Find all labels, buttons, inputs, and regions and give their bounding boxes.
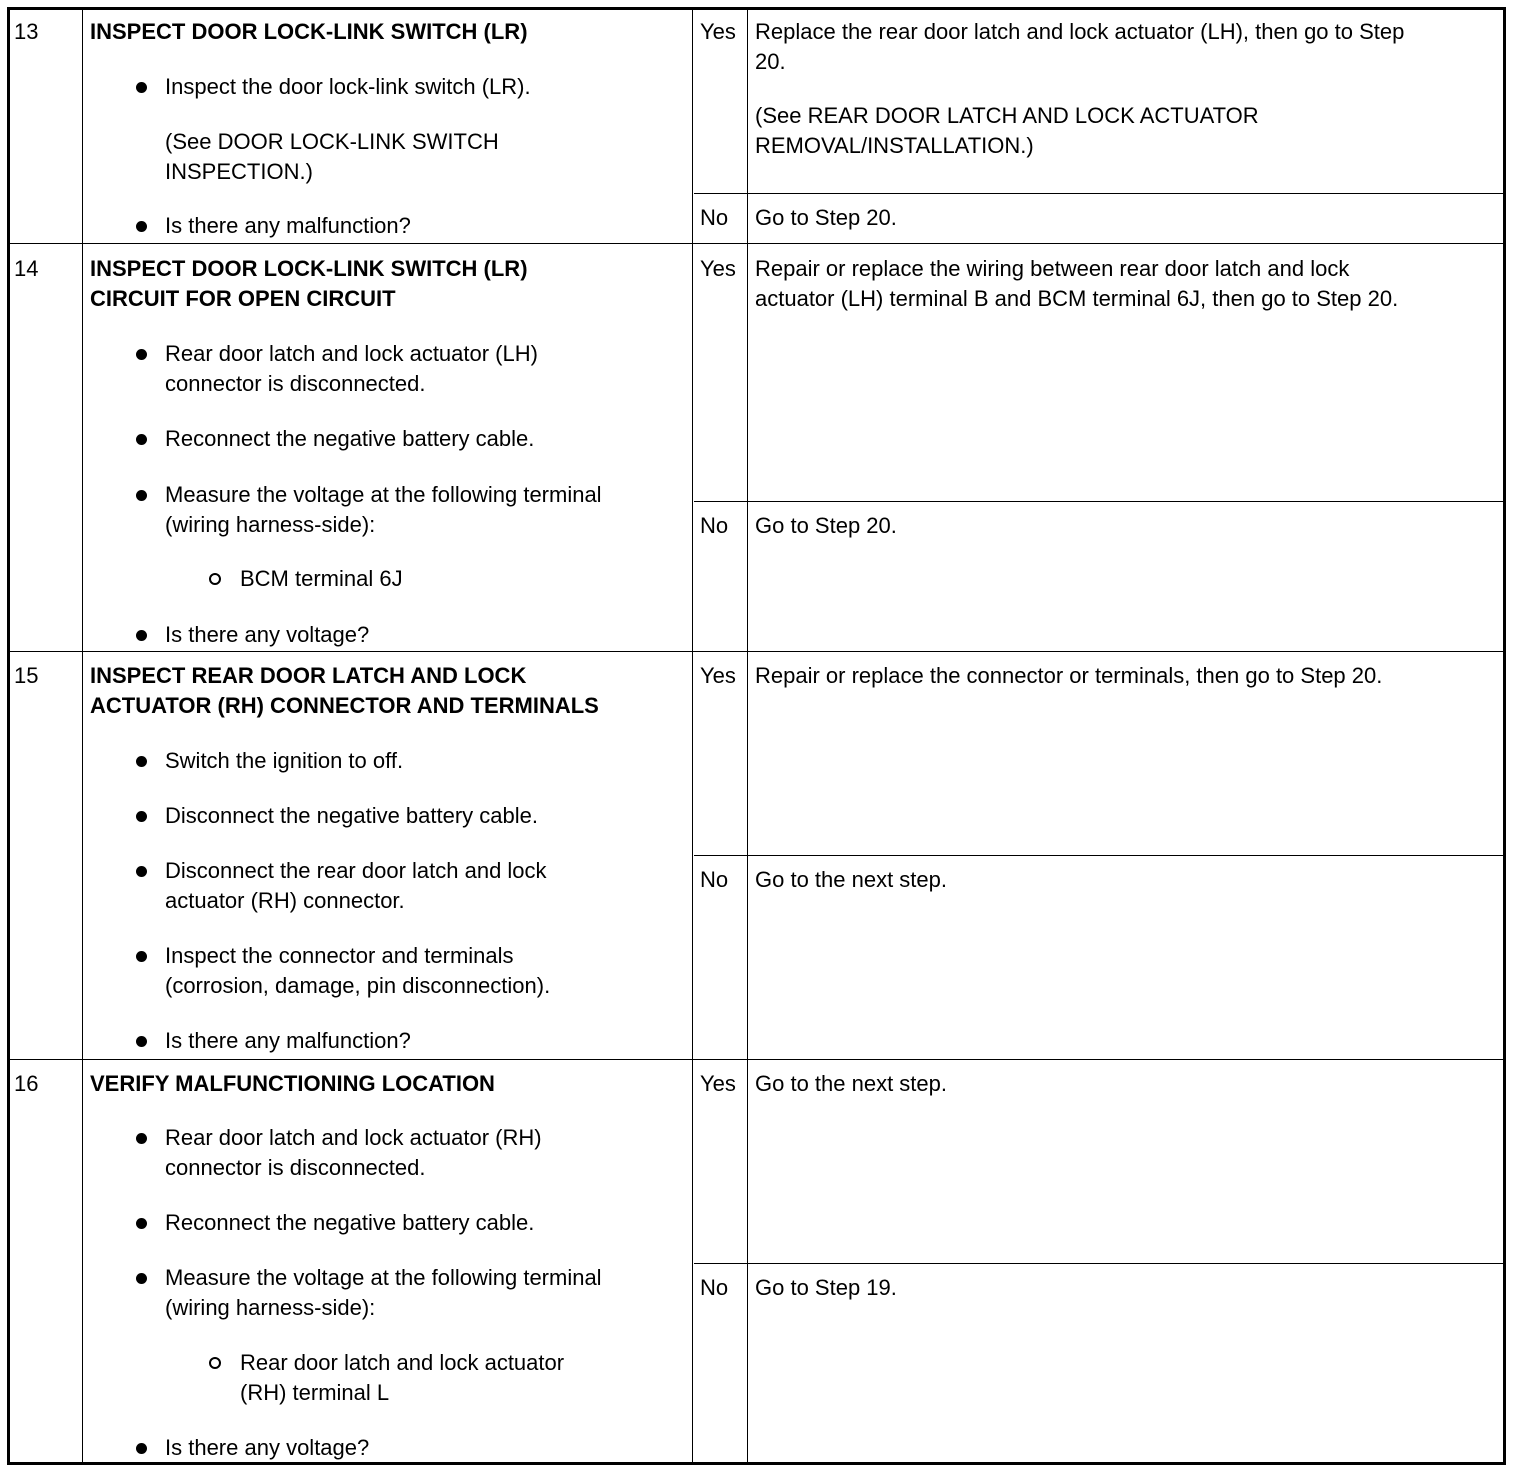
no-label: No: [700, 205, 729, 230]
step-number: 16: [14, 1071, 39, 1096]
bullet-icon: [136, 1443, 147, 1454]
reference-text: INSPECTION.): [165, 159, 313, 184]
yes-action-text: 20.: [755, 49, 786, 74]
question-text: Is there any voltage?: [165, 622, 370, 647]
yes-label: Yes: [700, 256, 736, 281]
instruction-text: Reconnect the negative battery cable.: [165, 426, 535, 451]
row-divider: [10, 243, 1503, 244]
yes-action-reference: (See REAR DOOR LATCH AND LOCK ACTUATOR: [755, 103, 1259, 128]
bullet-icon: [136, 756, 147, 767]
yes-action-text: Repair or replace the connector or terminals, then go to Step 20.: [755, 663, 1383, 688]
column-divider: [82, 10, 83, 1462]
yes-action-reference: REMOVAL/INSTALLATION.): [755, 133, 1034, 158]
question-text: Is there any malfunction?: [165, 213, 411, 238]
diagnostic-procedure-table: [7, 7, 1506, 1465]
instruction-text: Rear door latch and lock actuator (RH): [165, 1125, 542, 1150]
question-text: Is there any malfunction?: [165, 1028, 411, 1053]
step-title: INSPECT REAR DOOR LATCH AND LOCK: [90, 663, 527, 688]
instruction-text: Disconnect the rear door latch and lock: [165, 858, 547, 883]
instruction-text: Disconnect the negative battery cable.: [165, 803, 539, 828]
instruction-text: Measure the voltage at the following terminal: [165, 1265, 602, 1290]
yes-label: Yes: [700, 663, 736, 688]
step-title: VERIFY MALFUNCTIONING LOCATION: [90, 1071, 495, 1096]
instruction-text: connector is disconnected.: [165, 371, 426, 396]
bullet-icon: [136, 1273, 147, 1284]
yes-no-divider: [694, 501, 1503, 502]
bullet-icon: [136, 1133, 147, 1144]
bullet-icon: [136, 1218, 147, 1229]
instruction-text: connector is disconnected.: [165, 1155, 426, 1180]
bullet-icon: [136, 349, 147, 360]
instruction-text: actuator (RH) connector.: [165, 888, 405, 913]
yes-action-text: Replace the rear door latch and lock actuator (LH), then go to Step: [755, 19, 1405, 44]
bullet-icon: [136, 866, 147, 877]
row-divider: [10, 651, 1503, 652]
instruction-text: Measure the voltage at the following terminal: [165, 482, 602, 507]
step-title: ACTUATOR (RH) CONNECTOR AND TERMINALS: [90, 693, 599, 718]
terminal-text: BCM terminal 6J: [240, 566, 403, 591]
column-divider: [747, 10, 748, 1462]
instruction-text: Switch the ignition to off.: [165, 748, 404, 773]
instruction-text: Rear door latch and lock actuator (LH): [165, 341, 538, 366]
sub-bullet-icon: [209, 573, 221, 585]
no-action-text: Go to the next step.: [755, 867, 948, 892]
instruction-text: (wiring harness-side):: [165, 512, 376, 537]
step-number: 15: [14, 663, 39, 688]
reference-text: (See DOOR LOCK-LINK SWITCH: [165, 129, 499, 154]
step-title: CIRCUIT FOR OPEN CIRCUIT: [90, 286, 396, 311]
step-number: 14: [14, 256, 39, 281]
no-action-text: Go to Step 20.: [755, 513, 897, 538]
bullet-icon: [136, 811, 147, 822]
instruction-text: (corrosion, damage, pin disconnection).: [165, 973, 551, 998]
no-label: No: [700, 867, 729, 892]
yes-action-text: actuator (LH) terminal B and BCM terminal 6J, then go to Step 20.: [755, 286, 1399, 311]
bullet-icon: [136, 1036, 147, 1047]
instruction-text: Inspect the door lock-link switch (LR).: [165, 74, 531, 99]
yes-label: Yes: [700, 19, 736, 44]
yes-no-divider: [694, 855, 1503, 856]
yes-action-text: Repair or replace the wiring between rear door latch and lock: [755, 256, 1350, 281]
no-action-text: Go to Step 20.: [755, 205, 897, 230]
bullet-icon: [136, 951, 147, 962]
yes-label: Yes: [700, 1071, 736, 1096]
yes-no-divider: [694, 1263, 1503, 1264]
no-label: No: [700, 513, 729, 538]
bullet-icon: [136, 630, 147, 641]
instruction-text: Inspect the connector and terminals: [165, 943, 514, 968]
sub-bullet-icon: [209, 1357, 221, 1369]
bullet-icon: [136, 490, 147, 501]
bullet-icon: [136, 434, 147, 445]
terminal-text: Rear door latch and lock actuator: [240, 1350, 565, 1375]
instruction-text: Reconnect the negative battery cable.: [165, 1210, 535, 1235]
no-action-text: Go to Step 19.: [755, 1275, 897, 1300]
yes-no-divider: [694, 193, 1503, 194]
step-number: 13: [14, 19, 39, 44]
no-label: No: [700, 1275, 729, 1300]
terminal-text: (RH) terminal L: [240, 1380, 390, 1405]
step-title: INSPECT DOOR LOCK-LINK SWITCH (LR): [90, 19, 528, 44]
bullet-icon: [136, 82, 147, 93]
instruction-text: (wiring harness-side):: [165, 1295, 376, 1320]
row-divider: [10, 1059, 1503, 1060]
step-title: INSPECT DOOR LOCK-LINK SWITCH (LR): [90, 256, 528, 281]
question-text: Is there any voltage?: [165, 1435, 370, 1460]
yes-action-text: Go to the next step.: [755, 1071, 948, 1096]
column-divider: [692, 10, 693, 1462]
bullet-icon: [136, 221, 147, 232]
